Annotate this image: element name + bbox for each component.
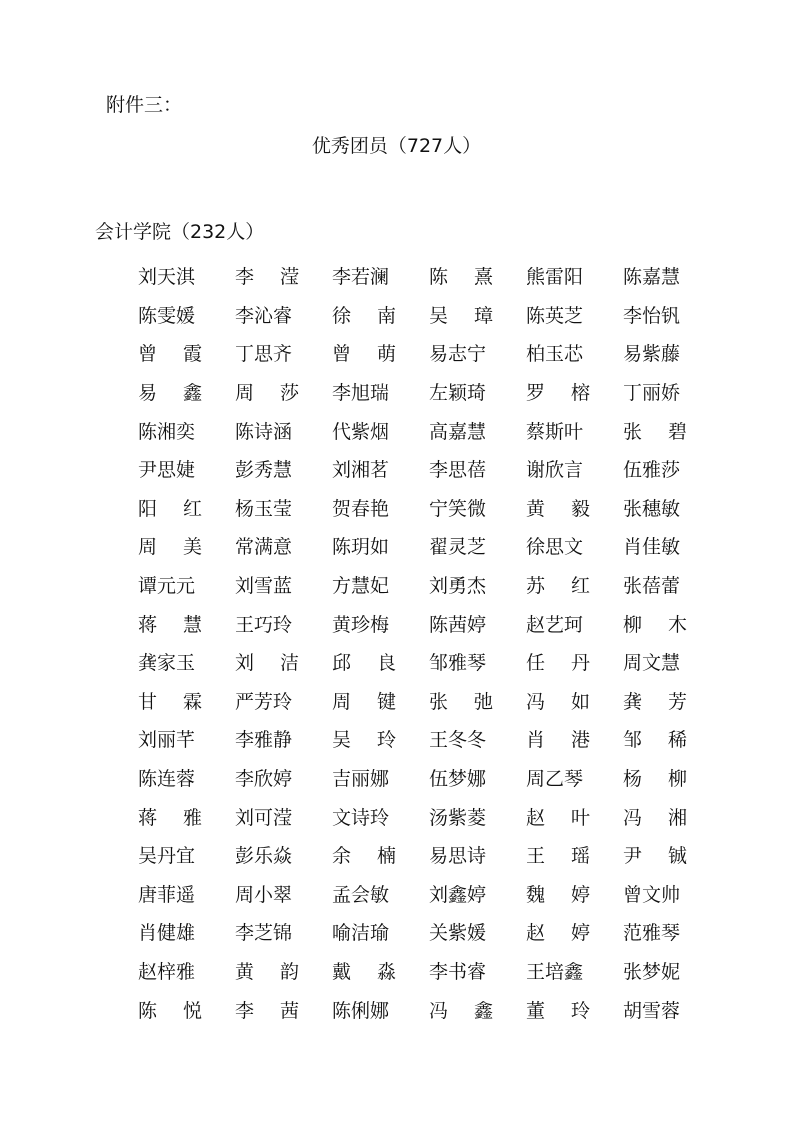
name-entry: 刘湘茗	[332, 459, 390, 482]
name-entry: 蒋 慧	[138, 613, 202, 636]
name-entry: 李怡钒	[623, 304, 681, 327]
name-entry: 丁思齐	[235, 343, 293, 366]
name-entry: 赵艺珂	[526, 613, 584, 636]
name-entry: 肖佳敏	[623, 536, 681, 559]
name-entry: 邹 稀	[623, 729, 687, 752]
name-entry: 陈茜婷	[429, 613, 487, 636]
name-entry: 阳 红	[138, 497, 202, 520]
name-entry: 代紫烟	[332, 420, 390, 443]
name-entry: 吴 璋	[429, 304, 493, 327]
name-entry: 严芳玲	[235, 690, 293, 713]
name-entry: 李书睿	[429, 960, 487, 983]
name-entry: 陈 熹	[429, 266, 493, 289]
name-entry: 文诗玲	[332, 806, 390, 829]
name-entry: 曾文帅	[623, 883, 681, 906]
name-entry: 张 弛	[429, 690, 493, 713]
name-entry: 黄 毅	[526, 497, 590, 520]
name-entry: 董 玲	[526, 999, 590, 1022]
name-entry: 苏 红	[526, 575, 590, 598]
name-entry: 刘丽芊	[138, 729, 196, 752]
name-entry: 高嘉慧	[429, 420, 487, 443]
name-entry: 李欣婷	[235, 768, 293, 791]
name-entry: 曾 萌	[332, 343, 396, 366]
name-entry: 范雅琴	[623, 922, 681, 945]
name-entry: 刘天淇	[138, 266, 196, 289]
name-entry: 冯 如	[526, 690, 590, 713]
name-entry: 柳 木	[623, 613, 687, 636]
name-entry: 李若澜	[332, 266, 390, 289]
name-entry: 徐思文	[526, 536, 584, 559]
name-entry: 陈诗涵	[235, 420, 293, 443]
name-entry: 吉丽娜	[332, 768, 390, 791]
name-entry: 易 鑫	[138, 382, 202, 405]
name-entry: 丁丽娇	[623, 382, 681, 405]
name-entry: 汤紫菱	[429, 806, 487, 829]
name-entry: 王冬冬	[429, 729, 487, 752]
name-entry: 赵 婷	[526, 922, 590, 945]
name-entry: 李芝锦	[235, 922, 293, 945]
name-entry: 胡雪蓉	[623, 999, 681, 1022]
attachment-label: 附件三：	[106, 94, 183, 116]
name-entry: 邱 良	[332, 652, 396, 675]
name-entry: 徐 南	[332, 304, 396, 327]
name-entry: 王巧玲	[235, 613, 293, 636]
name-entry: 易思诗	[429, 845, 487, 868]
name-entry: 陈英芝	[526, 304, 584, 327]
name-entry: 蔡斯叶	[526, 420, 584, 443]
name-entry: 张穗敏	[623, 497, 681, 520]
name-entry: 方慧妃	[332, 575, 390, 598]
name-entry: 戴 淼	[332, 960, 396, 983]
name-entry: 关紫媛	[429, 922, 487, 945]
name-entry: 孟会敏	[332, 883, 390, 906]
name-entry: 王 瑶	[526, 845, 590, 868]
name-entry: 蒋 雅	[138, 806, 202, 829]
name-entry: 谢欣言	[526, 459, 584, 482]
name-entry: 肖健雄	[138, 922, 196, 945]
name-entry: 唐菲遥	[138, 883, 196, 906]
name-entry: 邹雅琴	[429, 652, 487, 675]
name-entry: 张蓓蕾	[623, 575, 681, 598]
name-entry: 陈玥如	[332, 536, 390, 559]
name-entry: 刘 洁	[235, 652, 299, 675]
name-entry: 龚 芳	[623, 690, 687, 713]
name-entry: 彭乐焱	[235, 845, 293, 868]
name-entry: 赵 叶	[526, 806, 590, 829]
name-entry: 周 美	[138, 536, 202, 559]
name-entry: 宁笑微	[429, 497, 487, 520]
name-entry: 李 滢	[235, 266, 299, 289]
name-entry: 任 丹	[526, 652, 590, 675]
name-entry: 张梦妮	[623, 960, 681, 983]
name-entry: 伍梦娜	[429, 768, 487, 791]
name-entry: 吴丹宜	[138, 845, 196, 868]
name-entry: 常满意	[235, 536, 293, 559]
name-entry: 翟灵芝	[429, 536, 487, 559]
name-entry: 张 碧	[623, 420, 687, 443]
name-entry: 余 楠	[332, 845, 396, 868]
name-entry: 曾 霞	[138, 343, 202, 366]
name-entry: 王培鑫	[526, 960, 584, 983]
name-entry: 周 键	[332, 690, 396, 713]
name-entry: 冯 鑫	[429, 999, 493, 1022]
name-entry: 魏 婷	[526, 883, 590, 906]
name-entry: 李思蓓	[429, 459, 487, 482]
name-entry: 刘鑫婷	[429, 883, 487, 906]
name-entry: 贺春艳	[332, 497, 390, 520]
name-entry: 赵梓雅	[138, 960, 196, 983]
name-entry: 熊雷阳	[526, 266, 584, 289]
section-title: 会计学院（232人）	[95, 221, 265, 243]
names-grid	[138, 258, 720, 1030]
name-entry: 易紫藤	[623, 343, 681, 366]
name-entry: 周文慧	[623, 652, 681, 675]
name-entry: 杨 柳	[623, 768, 687, 791]
name-entry: 喻洁瑜	[332, 922, 390, 945]
name-entry: 柏玉芯	[526, 343, 584, 366]
document-title: 优秀团员（727人）	[311, 135, 482, 157]
name-entry: 李旭瑞	[332, 382, 390, 405]
name-entry: 杨玉莹	[235, 497, 293, 520]
name-entry: 罗 榕	[526, 382, 590, 405]
name-entry: 周小翠	[235, 883, 293, 906]
name-entry: 左颖琦	[429, 382, 487, 405]
name-entry: 吴 玲	[332, 729, 396, 752]
name-entry: 李 茜	[235, 999, 299, 1022]
name-entry: 周 莎	[235, 382, 299, 405]
name-entry: 彭秀慧	[235, 459, 293, 482]
name-entry: 李雅静	[235, 729, 293, 752]
name-entry: 李沁睿	[235, 304, 293, 327]
name-entry: 刘雪蓝	[235, 575, 293, 598]
name-entry: 谭元元	[138, 575, 196, 598]
name-entry: 陈嘉慧	[623, 266, 681, 289]
name-entry: 刘可滢	[235, 806, 293, 829]
name-entry: 陈连蓉	[138, 768, 196, 791]
name-entry: 黄 韵	[235, 960, 299, 983]
name-entry: 易志宁	[429, 343, 487, 366]
name-entry: 尹 铖	[623, 845, 687, 868]
name-entry: 陈 悦	[138, 999, 202, 1022]
name-entry: 陈湘奕	[138, 420, 196, 443]
name-entry: 肖 港	[526, 729, 590, 752]
name-entry: 龚家玉	[138, 652, 196, 675]
name-entry: 陈俐娜	[332, 999, 390, 1022]
name-entry: 伍雅莎	[623, 459, 681, 482]
name-entry: 尹思婕	[138, 459, 196, 482]
name-entry: 冯 湘	[623, 806, 687, 829]
name-entry: 黄珍梅	[332, 613, 390, 636]
name-entry: 甘 霖	[138, 690, 202, 713]
name-entry: 陈雯媛	[138, 304, 196, 327]
name-entry: 周乙琴	[526, 768, 584, 791]
name-entry: 刘勇杰	[429, 575, 487, 598]
